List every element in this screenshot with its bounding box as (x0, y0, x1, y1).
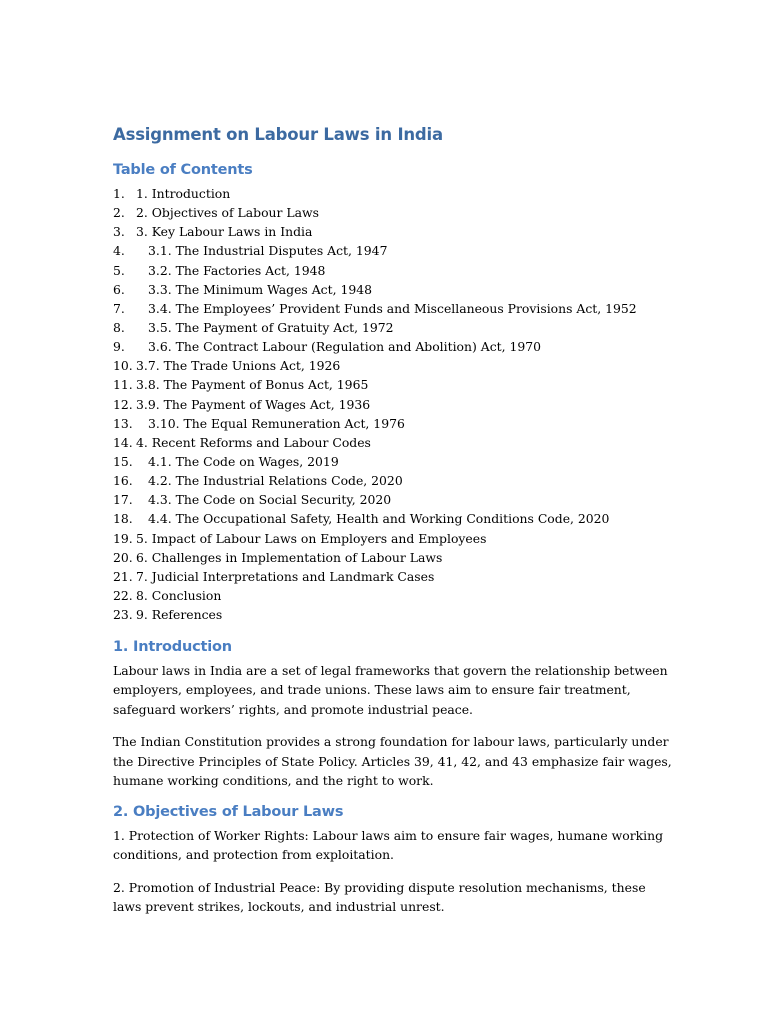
toc-item-label: 4. Recent Reforms and Labour Codes (136, 434, 371, 450)
toc-item-label: 3.2. The Factories Act, 1948 (148, 262, 326, 278)
toc-item-label: 4.1. The Code on Wages, 2019 (148, 453, 339, 469)
toc-item-number: 19. (113, 530, 133, 546)
toc-item-number: 3. (113, 224, 125, 240)
toc-item-number: 9. (113, 339, 125, 355)
toc-item-number: 4. (113, 243, 125, 259)
toc-item-label: 8. Conclusion (136, 587, 222, 603)
toc-item-number: 13. (113, 415, 133, 431)
document-title: Assignment on Labour Laws in India (113, 125, 443, 144)
toc-item-label: 4.2. The Industrial Relations Code, 2020 (148, 473, 403, 489)
toc-item-label: 3.10. The Equal Remuneration Act, 1976 (148, 415, 405, 431)
toc-item-label: 5. Impact of Labour Laws on Employers and Employees (136, 530, 487, 546)
toc-heading: Table of Contents (113, 162, 253, 178)
toc-item-number: 5. (113, 262, 125, 278)
paragraph: 1. Protection of Worker Rights: Labour laws aim to ensure fair wages, humane working conditions, and protection from exploitation. (113, 828, 664, 863)
toc-item-label: 3. Key Labour Laws in India (136, 224, 313, 240)
toc-item-number: 20. (113, 549, 133, 565)
toc-item-label: 3.1. The Industrial Disputes Act, 1947 (148, 243, 388, 259)
toc-item-label: 3.8. The Payment of Bonus Act, 1965 (136, 377, 369, 393)
toc-item-label: 6. Challenges in Implementation of Labour Laws (136, 549, 443, 565)
toc-item-label: 7. Judicial Interpretations and Landmark Cases (136, 568, 435, 584)
paragraph: Labour laws in India are a set of legal frameworks that govern the relationship between employers, employees, and trade unions. These laws aim to ensure fair treatment, safeguard workers’ rights, and promote industrial peace. (113, 663, 668, 717)
section-heading: 2. Objectives of Labour Laws (113, 804, 344, 820)
toc-item-number: 12. (113, 396, 133, 412)
toc-item-label: 3.4. The Employees’ Provident Funds and Miscellaneous Provisions Act, 1952 (148, 300, 637, 316)
toc-item-number: 18. (113, 511, 133, 527)
toc-item-number: 1. (113, 186, 125, 201)
section-introduction (113, 639, 673, 803)
paragraph: 2. Promotion of Industrial Peace: By providing dispute resolution mechanisms, these laws prevent strikes, lockouts, and industrial unrest. (113, 879, 646, 915)
toc-item-label: 3.9. The Payment of Wages Act, 1936 (136, 396, 371, 412)
toc-item-label: 2. Objectives of Labour Laws (136, 205, 319, 221)
toc-item-number: 7. (113, 300, 125, 316)
toc-item-label: 3.6. The Contract Labour (Regulation and Abolition) Act, 1970 (148, 339, 542, 355)
paragraph: The Indian Constitution provides a strong foundation for labour laws, particularly under the Directive Principles of State Policy. Articles 39, 41, 42, and 43 emphasize fair wages, humane working conditions, and the right to work. (113, 734, 672, 789)
toc-item-number: 17. (113, 492, 133, 508)
toc-item-label: 4.3. The Code on Social Security, 2020 (148, 492, 392, 508)
toc-item-number: 23. (113, 607, 133, 623)
toc-item-number: 10. (113, 358, 133, 374)
toc-item-label: 3.3. The Minimum Wages Act, 1948 (148, 281, 372, 297)
section-heading: 1. Introduction (113, 639, 232, 655)
toc-item-number: 15. (113, 453, 133, 469)
toc-item-number: 14. (113, 434, 133, 450)
toc-item-number: 6. (113, 281, 125, 297)
toc-item-label: 9. References (136, 607, 223, 623)
toc-item-number: 8. (113, 319, 125, 335)
section-objectives (113, 804, 673, 930)
toc-item-number: 2. (113, 205, 125, 221)
toc-item-label: 3.7. The Trade Unions Act, 1926 (136, 358, 341, 374)
toc-item-number: 22. (113, 587, 133, 603)
toc-item-label: 3.5. The Payment of Gratuity Act, 1972 (148, 319, 394, 335)
toc-item-number: 16. (113, 473, 133, 489)
toc-item-number: 11. (113, 377, 133, 393)
toc-item-number: 21. (113, 568, 133, 584)
toc-item-label: 4.4. The Occupational Safety, Health and Working Conditions Code, 2020 (148, 511, 610, 527)
toc-item-label: 1. Introduction (136, 186, 231, 201)
